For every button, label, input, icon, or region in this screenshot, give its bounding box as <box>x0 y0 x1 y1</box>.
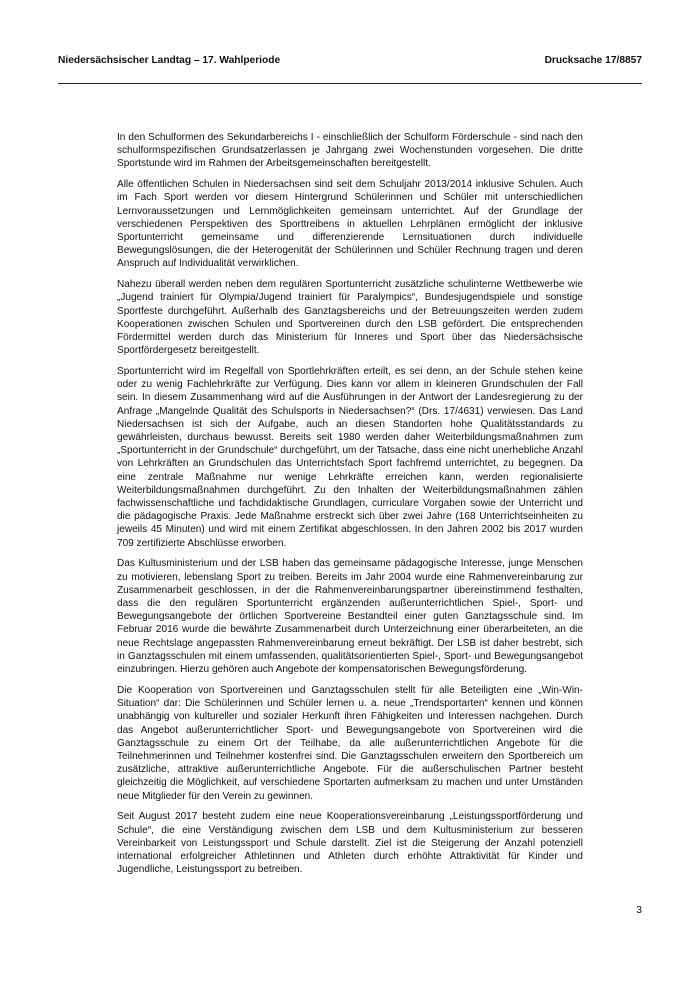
paragraph: Seit August 2017 besteht zudem eine neue Kooperationsvereinbarung „Leistungssportförderung und Schule“, die eine Verständigung zwischen dem LSB und dem Kultusministerium zur besseren Vereinbarkeit von Leistungssport und Schule darstellt. Ziel ist die Steigerung der Anzahl potenziell international erfolgreicher Athletinnen und Athleten durch erhöhte Attraktivität für Kinder und Jugendliche, Leistungssport zu betreiben. <box>117 811 583 876</box>
paragraph: Alle öffentlichen Schulen in Niedersachsen sind seit dem Schuljahr 2013/2014 inklusive Schulen. Auch im Fach Sport werden vor diesem Hintergrund Schülerinnen und Schüler mit unterschiedlichen Lernvoraussetzungen und Lernmöglichkeiten gemeinsam unterrichtet. Auf der Grundlage der verschiedenen Perspektiven des Sporttreibens in aktuellen Lehrplänen ermöglicht der inklusive Sportunterricht gemeinsame und differenzierende Lernsituationen durch individuelle Bewegungslösungen, die der Heterogenität der Schülerinnen und Schüler Rechnung tragen und deren Anspruch auf Individualität verwirklichen. <box>117 179 583 270</box>
paragraph: Das Kultusministerium und der LSB haben das gemeinsame pädagogische Interesse, junge Menschen zu motivieren, lebenslang Sport zu treiben. Bereits im Jahr 2004 wurde eine Rahmenvereinbarung zur Zusammenarbeit geschlossen, in der die Rahmenvereinbarungspartner übereinstimmend festhalten, dass die den regulären Sportunterricht ergänzenden außerunterrichtlichen Spiel-, Sport- und Bewegungsangebote der örtlichen Sportvereine Bestandteil einer guten Ganztagsschule sind. Im Februar 2016 wurde die bewährte Zusammenarbeit durch Unterzeichnung einer überarbeiteten, an die neue Rechtslage angepassten Rahmenvereinbarung erneut bekräftigt. Der LSB ist daher bestrebt, sich in Ganztagsschulen mit einem umfassenden, qualitätsorientierten Spiel-, Sport- und Bewegungsangebot einzubringen. Hierzu gehören auch Angebote der kompensatorischen Bewegungsförderung. <box>117 558 583 676</box>
header-divider <box>58 83 642 84</box>
paragraph: Sportunterricht wird im Regelfall von Sportlehrkräften erteilt, es sei denn, an der Schule stehen keine oder zu wenig Fachlehrkräfte zur Verfügung. Dies kann vor allem in kleineren Grundschulen der Fall sein. In diesem Zusammenhang wird auf die Ausführungen in der Antwort der Landesregierung zu der Anfrage „Mangelnde Qualität des Schulsports in Niedersachsen?“ (Drs. 17/4631) verwiesen. Das Land Niedersachsen ist sich der Aufgabe, auch an diesen Standorten hohe Qualitätsstandards zu gewährleisten, durchaus bewusst. Bereits seit 1980 werden daher Weiterbildungsmaßnahmen zum „Sportunterricht in der Grundschule“ durchgeführt, um der Tatsache, dass eine nicht unerhebliche Anzahl von Lehrkräften an Grundschulen das Unterrichtsfach Sport fachfremd unterrichtet, zu begegnen. Da eine zentrale Maßnahme nur wenige Lehrkräfte erreichen kann, werden regionalisierte Weiterbildungsmaßnahmen durchgeführt. Zu den Inhalten der Weiterbildungsmaßnahmen zählen fachwissenschaftliche und fachdidaktische Grundlagen, curriculare Vorgaben sowie der Unterricht und die pädagogische Praxis. Jede Maßnahme erstreckt sich über zwei Jahre (168 Unterrichtseinheiten zu jeweils 45 Minuten) und wird mit einem Zertifikat abgeschlossen. In den Jahren 2002 bis 2017 wurden 709 zertifizierte Abschlüsse erworben. <box>117 366 583 549</box>
document-number: Drucksache 17/8857 <box>544 55 642 66</box>
header-title: Niedersächsischer Landtag – 17. Wahlperiode <box>58 55 281 66</box>
page-number: 3 <box>636 904 642 916</box>
paragraph: Nahezu überall werden neben dem regulären Sportunterricht zusätzliche schulinterne Wettbewerbe wie „Jugend trainiert für Olympia/Jugend trainiert für Paralympics“, Bundesjugendspiele und sonstige Sportfeste durchgeführt. Außerhalb des Ganztagsbereichs und der Betreuungszeiten werden zudem Kooperationen zwischen Schulen und Sportvereinen durch den LSB gefördert. Die entsprechenden Fördermittel werden durch das Ministerium für Inneres und Sport über das Niedersächsische Sportfördergesetz bereitgestellt. <box>117 279 583 357</box>
paragraph: Die Kooperation von Sportvereinen und Ganztagsschulen stellt für alle Beteiligten eine „Win-Win-Situation“ dar: Die Schülerinnen und Schüler lernen u. a. neue „Trendsportarten“ kennen und können unabhängig von kultureller und sozialer Herkunft ihren Fähigkeiten und Interessen nachgehen. Durch das Angebot außerunterrichtlicher Sport- und Bewegungsangebote von Sportvereinen wird die Ganztagsschule zu einem Ort der Teilhabe, da alle außerunterrichtlichen Angebote für die Teilnehmerinnen und Teilnehmer kostenfrei sind. Die Ganztagsschulen erweitern den Sportbereich um zusätzliche, attraktive außerunterrichtliche Angebote. Für die außerschulischen Partner besteht gleichzeitig die Möglichkeit, auf verschiedene Sportarten aufmerksam zu machen und unter Umständen neue Mitglieder für den Verein zu gewinnen. <box>117 684 583 802</box>
paragraph: In den Schulformen des Sekundarbereichs I - einschließlich der Schulform Förderschule - sind nach den schulformspezifischen Grundsatzerlassen je Jahrgang zwei Wochenstunden vorgesehen. Die dritte Sportstunde wird im Rahmen der Arbeitsgemeinschaften bereitgestellt. <box>117 132 583 170</box>
body-text <box>117 131 583 884</box>
